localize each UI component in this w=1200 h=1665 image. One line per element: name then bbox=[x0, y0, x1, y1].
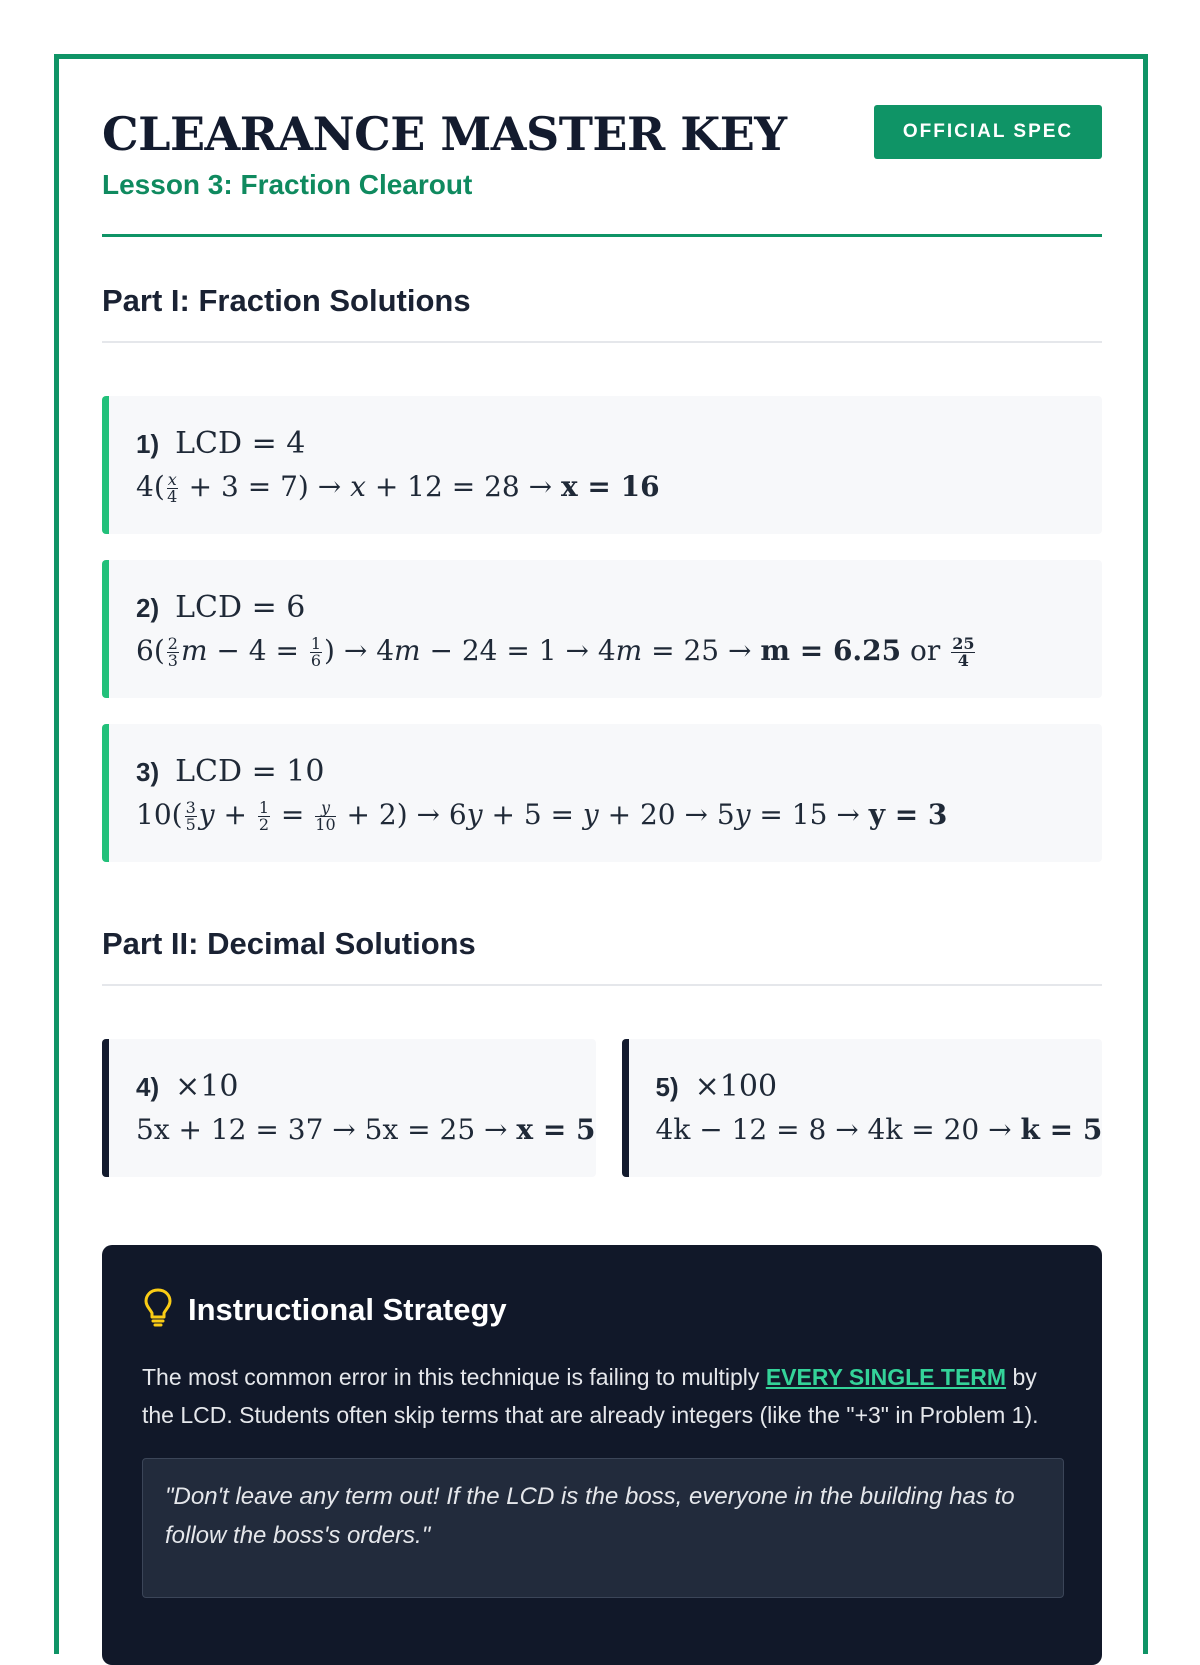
solution-steps: 6( $\frac{2}{3}$ m − 4 = $\frac{1}{6}$ ) → 4m − 24 = 1 → 4m = 25 → m = 6.25 or $\frac{25}{4}$ bbox=[136, 634, 975, 670]
header bbox=[102, 99, 1102, 237]
problem-card-1 bbox=[102, 396, 1102, 534]
answer-key-sheet bbox=[54, 54, 1148, 1654]
strategy-quote: "Don't leave any term out! If the LCD is the boss, everyone in the building has to follow the boss's orders." bbox=[142, 1458, 1064, 1598]
official-spec-badge: OFFICIAL SPEC bbox=[874, 105, 1102, 159]
problem-card-3 bbox=[102, 724, 1102, 862]
steps-text: 4k − 12 = 8 → 4k = 20 → bbox=[655, 1113, 1021, 1146]
problem-number: 1) bbox=[136, 429, 160, 459]
lcd-label: LCD = 6 bbox=[175, 590, 306, 625]
multiplier-label: ×100 bbox=[694, 1069, 778, 1104]
problem-card-5 bbox=[622, 1039, 1103, 1177]
solution-steps: 10( $\frac{3}{5}$ y + $\frac{1}{2}$ = $\frac{y}{10}$ + 2) → 6y + 5 = y + 20 → 5y = 15 → y = 3 bbox=[136, 798, 948, 834]
lightbulb-icon bbox=[142, 1287, 174, 1332]
sheet-content bbox=[102, 99, 1102, 1665]
strategy-body bbox=[142, 1358, 1062, 1434]
strategy-text-end: by the LCD. Students often skip terms that are already integers (like the "+3" in Problem 1). bbox=[142, 1364, 1039, 1428]
solution-steps: 4( $\frac{x}{4}$ + 3 = 7) → x + 12 = 28 → x = 16 bbox=[136, 470, 660, 506]
lcd-label: LCD = 10 bbox=[175, 754, 325, 789]
problem-number: 2) bbox=[136, 593, 160, 623]
solution-steps bbox=[136, 1107, 596, 1153]
decimal-problems-row bbox=[102, 1039, 1102, 1177]
steps-text: 5x + 12 = 37 → 5x = 25 → bbox=[136, 1113, 517, 1146]
problem-number: 3) bbox=[136, 757, 160, 787]
problem-number: 5) bbox=[655, 1072, 679, 1102]
part2-heading: Part II: Decimal Solutions bbox=[102, 926, 1102, 986]
lcd-label: LCD = 4 bbox=[175, 426, 306, 461]
problem-number: 4) bbox=[136, 1072, 160, 1102]
multiplier-label: ×10 bbox=[175, 1069, 239, 1104]
answer: k = 5 bbox=[1020, 1113, 1103, 1146]
answer: x = 5 bbox=[516, 1113, 596, 1146]
problem-card-4 bbox=[102, 1039, 596, 1177]
part1-heading: Part I: Fraction Solutions bbox=[102, 283, 1102, 343]
strategy-emphasis: EVERY SINGLE TERM bbox=[765, 1364, 1007, 1390]
solution-steps bbox=[656, 1107, 1103, 1153]
strategy-title: Instructional Strategy bbox=[188, 1291, 507, 1327]
lesson-subtitle: Lesson 3: Fraction Clearout bbox=[102, 169, 473, 200]
instructional-strategy-panel bbox=[102, 1245, 1102, 1665]
document-title: CLEARANCE MASTER KEY bbox=[102, 107, 787, 161]
strategy-text-start: The most common error in this technique is failing to multiply bbox=[142, 1364, 766, 1390]
problem-card-2 bbox=[102, 560, 1102, 698]
